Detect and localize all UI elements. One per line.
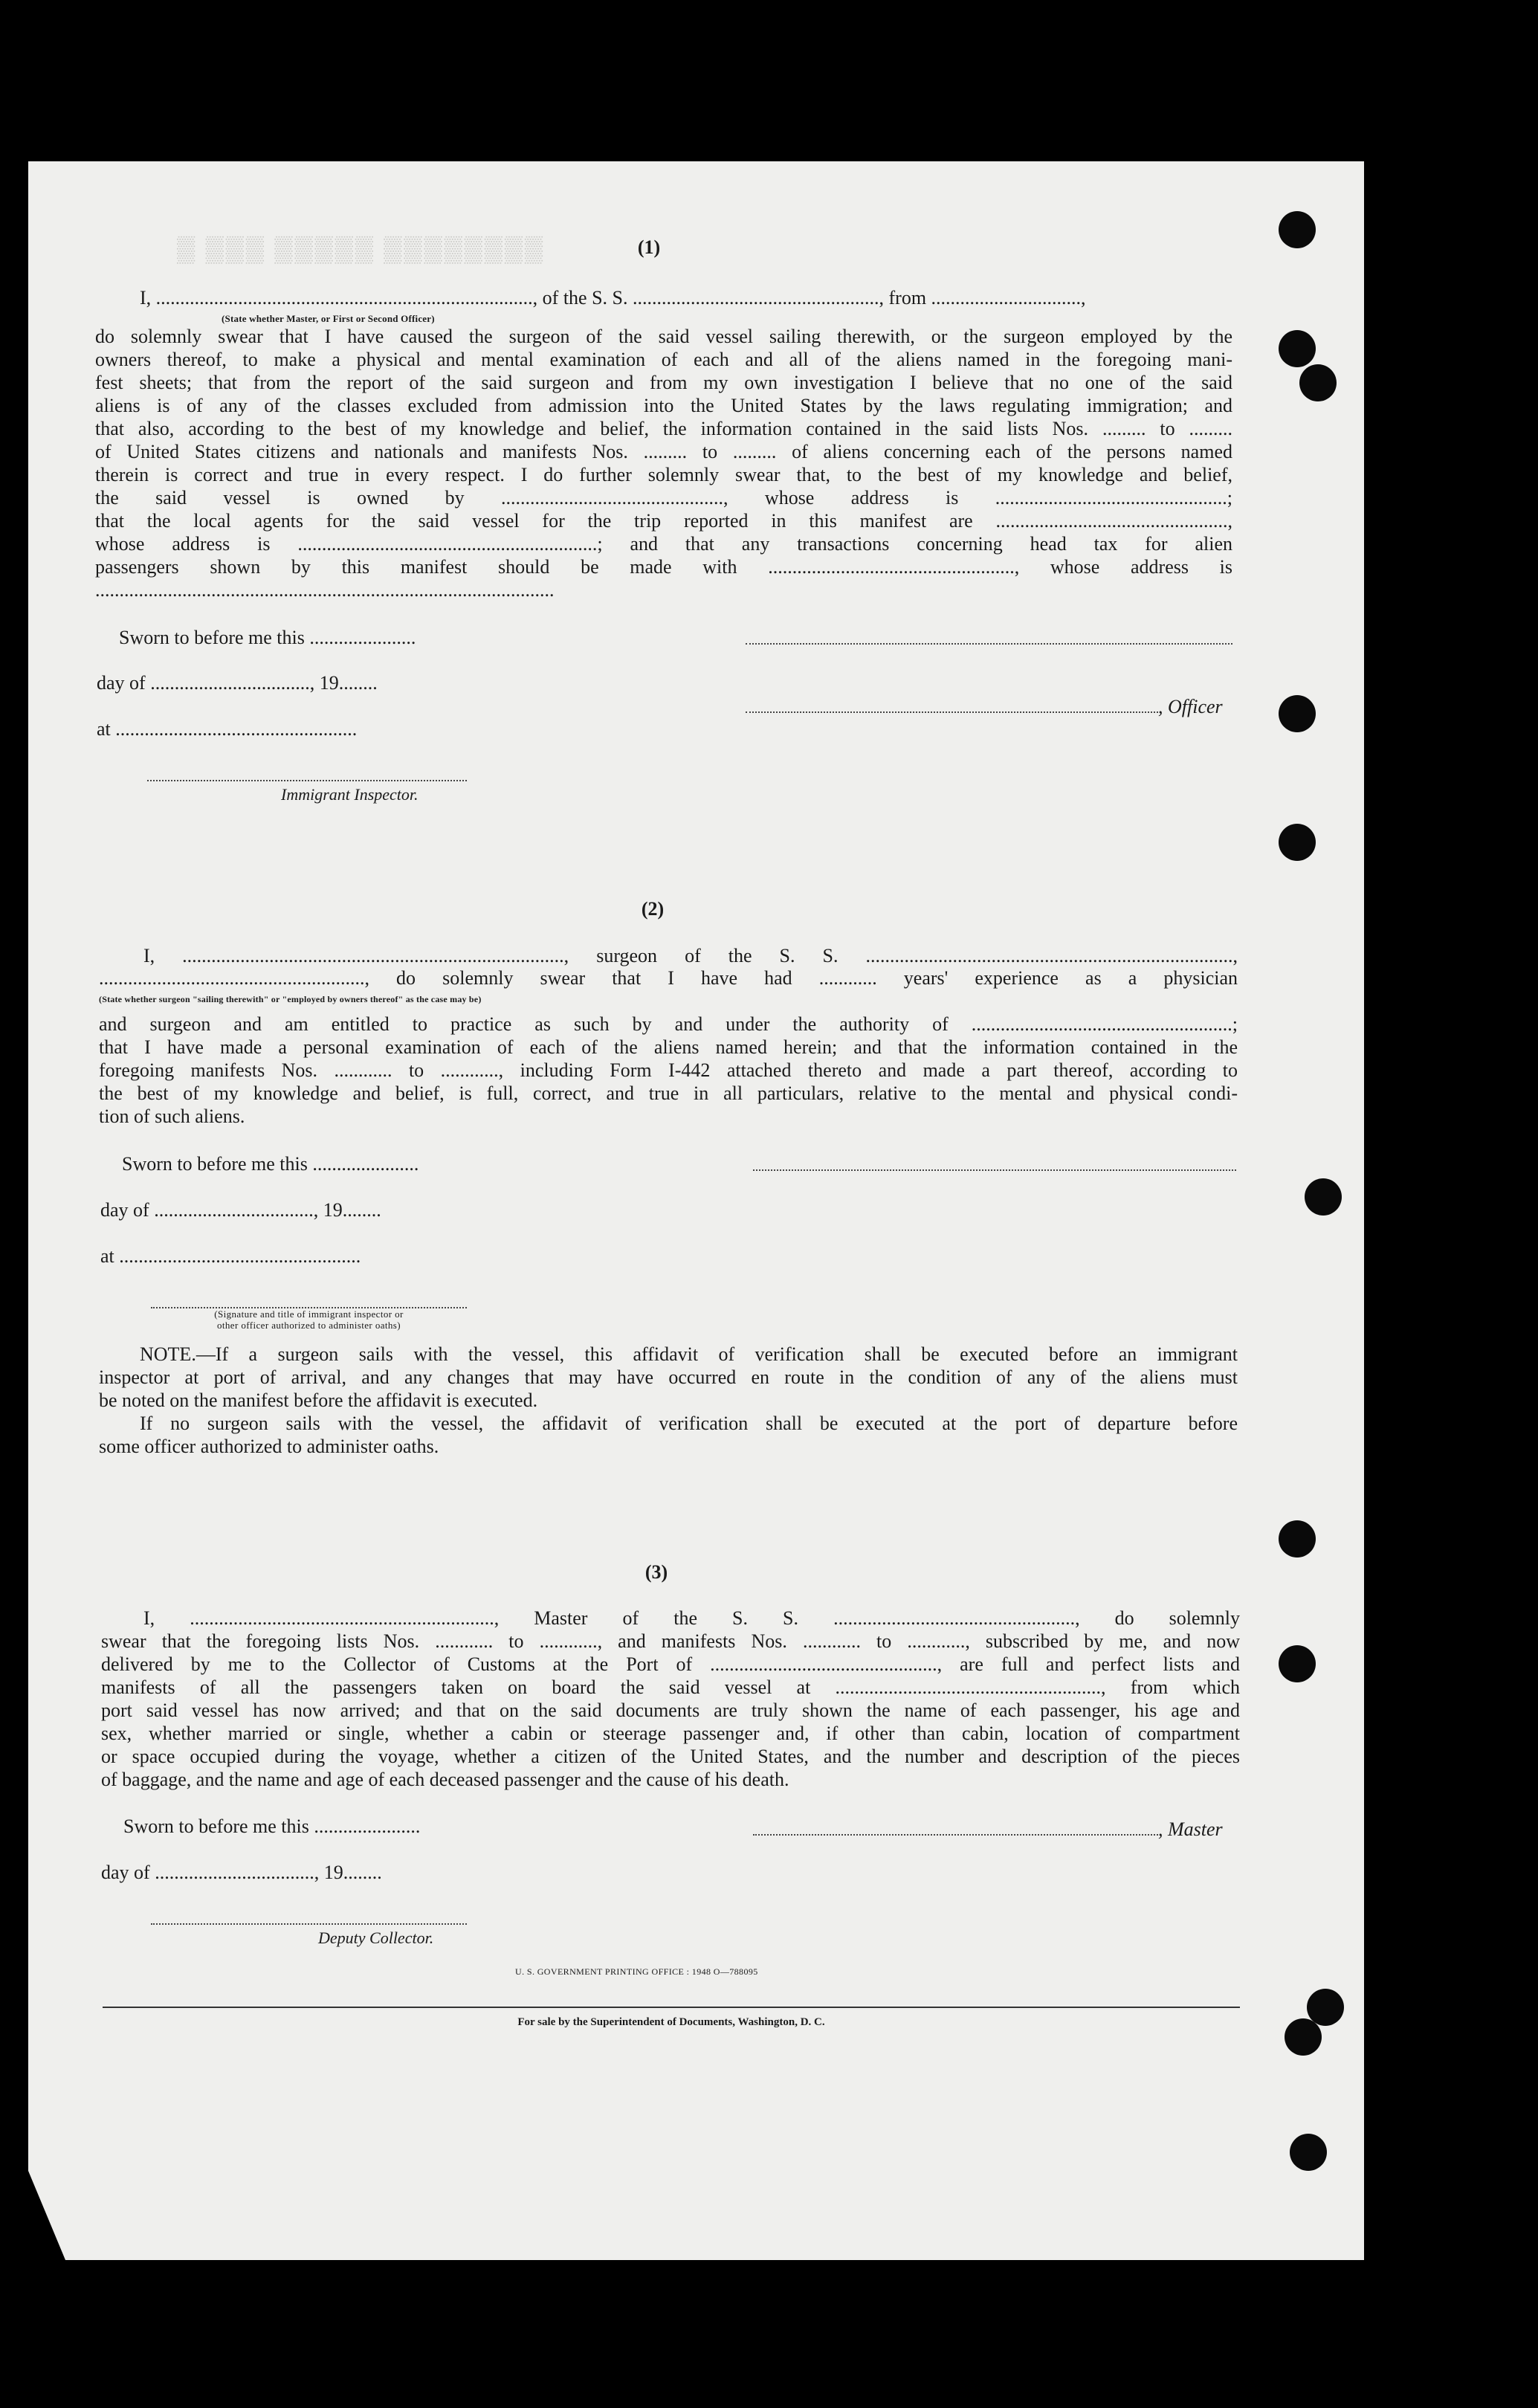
section-3-line: or space occupied during the voyage, whether a citizen of the United States, and the number and description of the pieces xyxy=(101,1746,1240,1767)
section-3-sworn: Sworn to before me this ...................... xyxy=(123,1815,421,1837)
punch-hole xyxy=(1299,364,1337,401)
punch-hole xyxy=(1305,1178,1342,1216)
collector-signature-line xyxy=(151,1923,467,1925)
punch-hole xyxy=(1285,2018,1322,2056)
section-1-line: of United States citizens and nationals and manifests Nos. ......... to ......... of aliens concerning each of the persons named xyxy=(95,441,1232,462)
gpo-imprint: U. S. GOVERNMENT PRINTING OFFICE : 1948 O—788095 xyxy=(515,1966,758,1977)
surgeon-signature-line xyxy=(753,1169,1236,1171)
section-3-last-line: of baggage, and the name and age of each deceased passenger and the cause of his death. xyxy=(101,1769,789,1790)
section-3-line: port said vessel has now arrived; and that on the said documents are truly shown the name of each passenger, his age and xyxy=(101,1700,1240,1721)
section-1-line: fest sheets; that from the report of the said surgeon and from my own investigation I believe that no one of the said xyxy=(95,372,1232,393)
punch-hole xyxy=(1279,824,1316,861)
officer-signature-line-1 xyxy=(746,643,1232,645)
immigrant-inspector-label: Immigrant Inspector. xyxy=(281,785,419,804)
section-3-line: delivered by me to the Collector of Customs at the Port of ..............................................., are full and perfect lists and xyxy=(101,1653,1240,1675)
section-2-first-line: I, ..............................................................................., surgeon of the S. S. ............................................................................, xyxy=(143,945,1238,966)
section-2-number: (2) xyxy=(641,898,665,920)
note-line: inspector at port of arrival, and any changes that may have occurred en route in the condition of any of the aliens must xyxy=(99,1366,1238,1388)
section-1-first-line: I, .............................................................................., of the S. S. ..................................................., from ..............................., xyxy=(140,287,1086,309)
section-2-line: foregoing manifests Nos. ............ to ............, including Form I-442 attached thereto and made a part thereof, according to xyxy=(99,1059,1238,1081)
master-label: , Master xyxy=(1158,1818,1223,1840)
note2-last-line: some officer authorized to administer oaths. xyxy=(99,1436,439,1457)
section-1-line: the said vessel is owned by .............................................., whose address is ................................................; xyxy=(95,487,1232,509)
punch-hole xyxy=(1290,2134,1327,2171)
section-1-line: whose address is ..............................................................; and that any transactions concerning head tax for alien xyxy=(95,533,1232,555)
form-page xyxy=(28,161,1364,2260)
sale-notice: For sale by the Superintendent of Documents, Washington, D. C. xyxy=(517,2016,825,2028)
section-1-line: that the local agents for the said vessel for the trip reported in this manifest are ................................................, xyxy=(95,510,1232,532)
section-2-day: day of ................................., 19........ xyxy=(100,1199,381,1221)
section-3-day: day of ................................., 19........ xyxy=(101,1862,382,1883)
punch-hole xyxy=(1279,1520,1316,1558)
section-2-line: that I have made a personal examination of each of the aliens named herein; and that the information contained in the xyxy=(99,1036,1238,1058)
section-2-at: at .................................................. xyxy=(100,1245,361,1267)
section-3-line: swear that the foregoing lists Nos. ............ to ............, and manifests Nos. ............ to ............, subscribed by me, and now xyxy=(101,1630,1240,1652)
section-1-line: that also, according to the best of my knowledge and belief, the information contained in the said lists Nos. ......... to ......... xyxy=(95,418,1232,439)
signature-note-1: (Signature and title of immigrant inspector or xyxy=(214,1308,404,1320)
note-last-line: be noted on the manifest before the affidavit is executed. xyxy=(99,1389,538,1411)
punch-hole xyxy=(1279,211,1316,248)
footer-rule xyxy=(103,2007,1240,2008)
officer-label: , Officer xyxy=(1158,696,1223,717)
officer-signature-line-2 xyxy=(746,711,1158,713)
section-2-surgeon-note: (State whether surgeon "sailing therewith" or "employed by owners thereof" as the case may be) xyxy=(99,994,482,1004)
section-2-line: and surgeon and am entitled to practice as such by and under the authority of ......................................................; xyxy=(99,1013,1238,1035)
section-3-line: I, ..............................................................., Master of the S. S. .................................................., do solemnly xyxy=(143,1607,1240,1629)
section-1-line: passengers shown by this manifest should be made with ..................................................., whose address is xyxy=(95,556,1232,578)
section-3-number: (3) xyxy=(644,1561,668,1583)
bleed-through-mark: ▒ ▒▒▒ ▒▒▒▒▒ ▒▒▒▒▒▒▒▒ xyxy=(177,236,546,263)
section-2-line: the best of my knowledge and belief, is full, correct, and true in all particulars, relative to the mental and physical condi- xyxy=(99,1082,1238,1104)
note-line: NOTE.—If a surgeon sails with the vessel, this affidavit of verification shall be executed before an immigrant xyxy=(140,1343,1238,1365)
section-1-line: owners thereof, to make a physical and mental examination of each and all of the aliens named in the foregoing mani- xyxy=(95,349,1232,370)
section-2-sworn: Sworn to before me this ...................... xyxy=(122,1153,419,1175)
section-1-line: therein is correct and true in every respect. I do further solemnly swear that, to the best of my knowledge and belief, xyxy=(95,464,1232,485)
master-signature-line xyxy=(753,1834,1158,1836)
inspector-signature-line xyxy=(147,780,467,781)
section-1-sworn: Sworn to before me this ...................... xyxy=(119,627,416,648)
section-1-day: day of ................................., 19........ xyxy=(97,672,378,694)
punch-hole xyxy=(1279,330,1316,367)
punch-hole xyxy=(1279,1645,1316,1682)
section-2-last-line: tion of such aliens. xyxy=(99,1105,245,1127)
section-1-line: aliens is of any of the classes excluded from admission into the United States by the laws regulating immigration; and xyxy=(95,395,1232,416)
section-2-second-line: ......................................................., do solemnly swear that I have had ............ years' experience as a physician xyxy=(99,967,1238,989)
section-3-line: sex, whether married or single, whether a cabin or steerage passenger and, if other than cabin, location of compartment xyxy=(101,1723,1240,1744)
signature-note-2: other officer authorized to administer oaths) xyxy=(217,1320,401,1331)
section-1-last-line: ............................................................................................... xyxy=(95,579,555,601)
deputy-collector-label: Deputy Collector. xyxy=(318,1928,434,1947)
note2-line: If no surgeon sails with the vessel, the affidavit of verification shall be executed at the port of departure before xyxy=(140,1413,1238,1434)
section-1-officer-note: (State whether Master, or First or Second Officer) xyxy=(222,313,435,324)
section-3-line: manifests of all the passengers taken on board the said vessel at ......................................................., from which xyxy=(101,1676,1240,1698)
page-corner-cut xyxy=(28,2171,65,2260)
section-1-line: do solemnly swear that I have caused the surgeon of the said vessel sailing therewith, or the surgeon employed by the xyxy=(95,326,1232,347)
section-1-number: (1) xyxy=(637,236,661,258)
punch-hole xyxy=(1279,695,1316,732)
section-1-at: at .................................................. xyxy=(97,718,358,740)
